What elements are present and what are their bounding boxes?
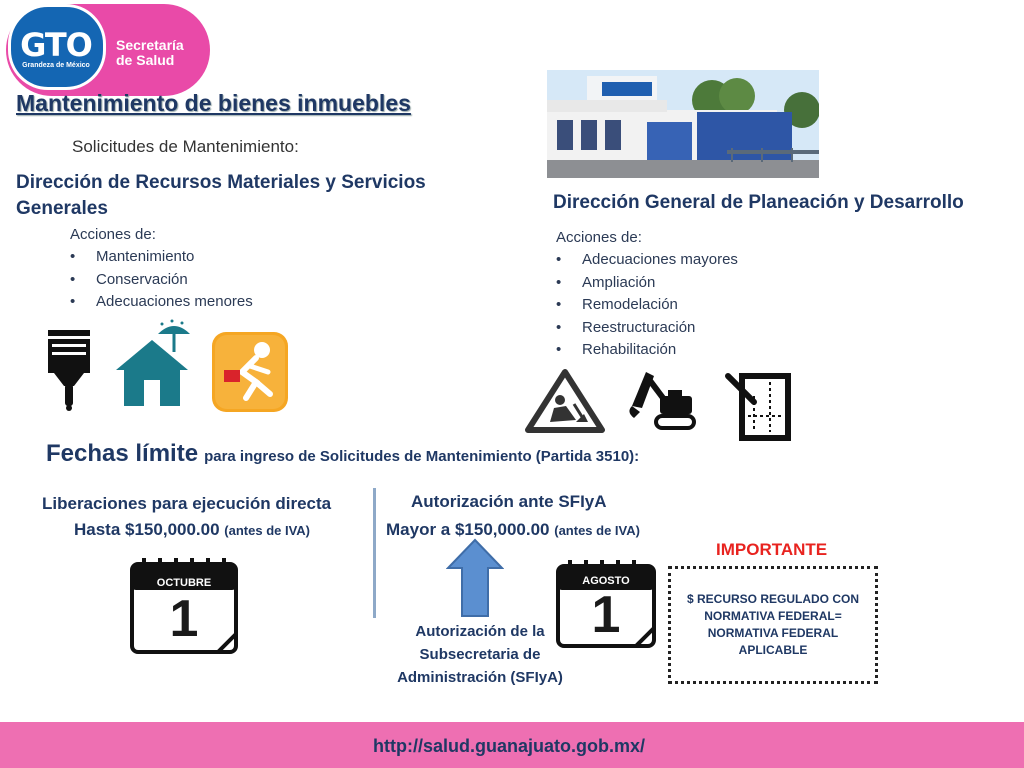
subsecretaria-line: Subsecretaria de xyxy=(419,646,541,663)
logo-brand: GTO xyxy=(20,26,92,64)
liberaciones-note: (antes de IVA) xyxy=(224,523,311,538)
calendar-day: 1 xyxy=(169,590,199,648)
running-man-icon xyxy=(212,332,288,412)
page-title: Mantenimiento de bienes inmuebles xyxy=(16,90,411,116)
logo-secretaria-line1: Secretaría xyxy=(116,37,184,53)
list-item: • Mantenimiento xyxy=(70,246,253,269)
calendar-octubre-icon xyxy=(128,558,240,656)
importante-line: $ RECURSO REGULADO CON xyxy=(686,592,859,606)
logo-secretaria-line2: de Salud xyxy=(116,52,175,68)
left-acciones-label: Acciones de: xyxy=(70,226,156,243)
list-item: • Reestructuración xyxy=(556,317,738,340)
list-item: • Conservación xyxy=(70,269,253,292)
liberaciones-title: Liberaciones para ejecución directa xyxy=(42,494,332,513)
importante-line: APLICABLE xyxy=(738,643,808,657)
house-umbrella-icon xyxy=(114,318,192,410)
left-heading: Dirección de Recursos Materiales y Servicios Generales xyxy=(16,172,426,219)
importante-line: NORMATIVA FEDERAL xyxy=(707,626,839,640)
calendar-day: 1 xyxy=(591,586,621,644)
fechas-title: Fechas límite xyxy=(46,440,199,467)
arrow-up-icon xyxy=(446,538,504,618)
blueprint-icon xyxy=(724,372,792,442)
logo-secretaria xyxy=(116,38,184,68)
subsecretaria-line: Autorización de la xyxy=(415,623,545,640)
importante-text xyxy=(687,591,859,659)
calendar-month: AGOSTO xyxy=(582,575,630,587)
list-item: • Remodelación xyxy=(556,294,738,317)
calendar-month: OCTUBRE xyxy=(156,577,212,589)
page-subtitle: Solicitudes de Mantenimiento: xyxy=(72,137,299,156)
autorizacion-amount-value: Mayor a $150,000.00 xyxy=(386,520,550,539)
autorizacion-title: Autorización ante SFIyA xyxy=(411,492,607,511)
list-item: • Rehabilitación xyxy=(556,339,738,362)
construction-sign-icon xyxy=(524,368,606,434)
right-heading: Dirección General de Planeación y Desarrollo xyxy=(553,192,964,213)
right-acciones-label: Acciones de: xyxy=(556,229,642,246)
building-photo xyxy=(547,70,819,178)
autorizacion-note: (antes de IVA) xyxy=(554,523,640,538)
logo-tagline: Grandeza de México xyxy=(22,62,90,69)
importante-label: IMPORTANTE xyxy=(716,540,828,559)
right-acciones-list xyxy=(556,249,738,362)
excavator-icon xyxy=(626,368,698,432)
list-item: • Adecuaciones mayores xyxy=(556,249,738,272)
footer-url[interactable] xyxy=(0,736,1024,757)
fechas-description: para ingreso de Solicitudes de Mantenimiento (Partida 3510): xyxy=(204,448,640,465)
list-item: • Ampliación xyxy=(556,272,738,295)
fechas-heading xyxy=(46,440,639,468)
list-item: • Adecuaciones menores xyxy=(70,291,253,314)
footer-url-link[interactable]: http://salud.guanajuato.gob.mx/ xyxy=(373,736,645,756)
column-divider xyxy=(373,488,376,618)
left-acciones-list xyxy=(70,246,253,314)
importante-line: NORMATIVA FEDERAL= xyxy=(704,609,842,623)
liberaciones-amount xyxy=(74,520,310,540)
importante-box xyxy=(668,566,878,684)
paint-brush-icon xyxy=(44,326,94,412)
autorizacion-amount xyxy=(386,520,640,540)
liberaciones-amount-value: Hasta $150,000.00 xyxy=(74,520,220,539)
subsecretaria-text xyxy=(380,620,580,689)
subsecretaria-line: Administración (SFIyA) xyxy=(397,669,563,686)
